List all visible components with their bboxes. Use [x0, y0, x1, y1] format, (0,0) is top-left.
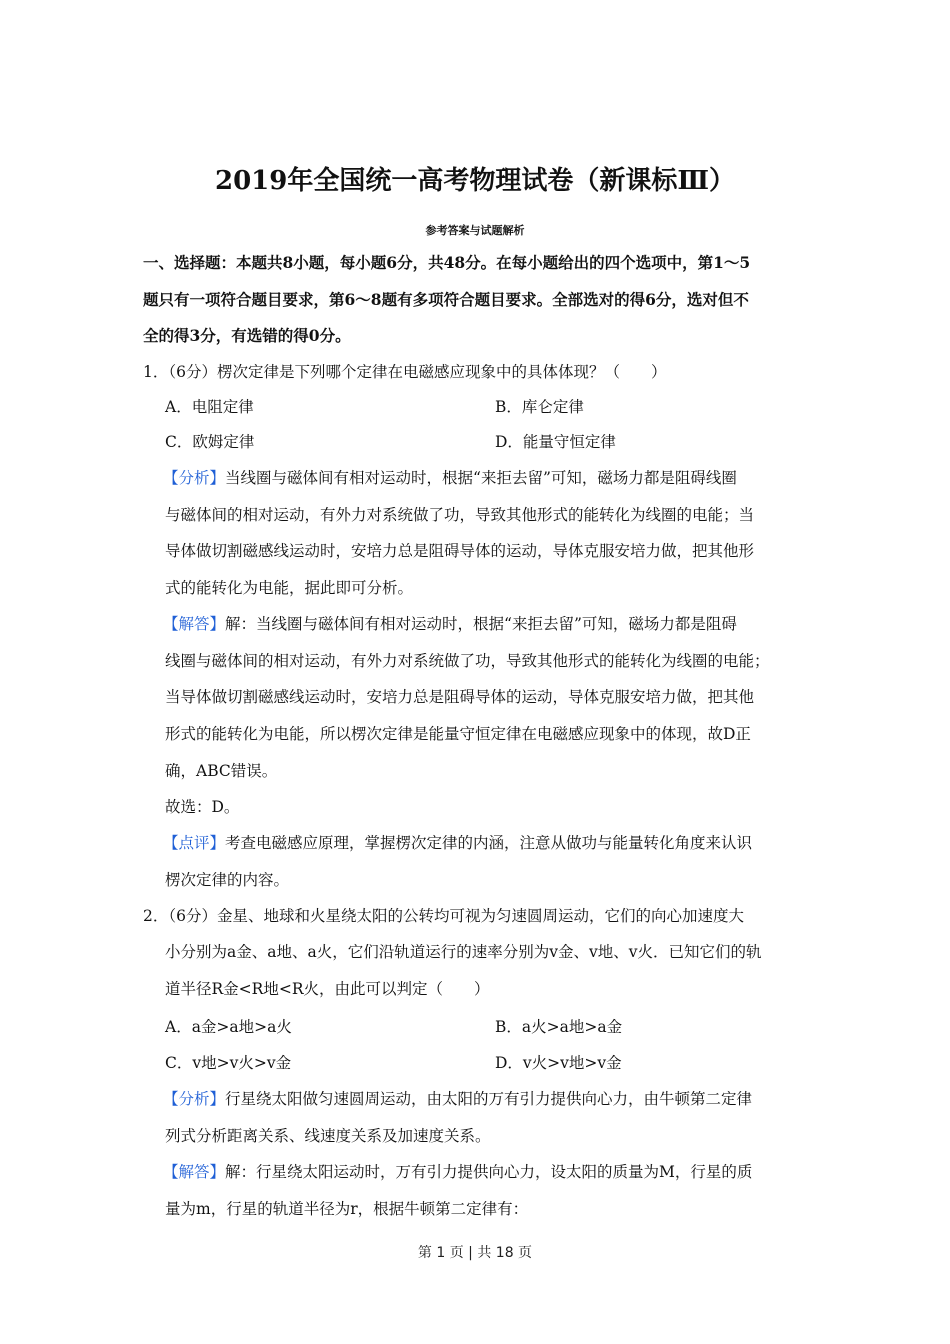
- analysis-label: 【分析】: [163, 1090, 226, 1108]
- q1-comment-line: 楞次定律的内容。: [165, 871, 290, 889]
- q2-option-c: C．v地>v火>v金: [165, 1054, 292, 1072]
- analysis-label: 【分析】: [163, 469, 226, 487]
- q1-answer-line: 当导体做切割磁感线运动时，安培力总是阻碍导体的运动，导体克服安培力做，把其他: [165, 688, 755, 706]
- q1-option-d: D．能量守恒定律: [495, 433, 616, 451]
- q1-answer-line: 【解答】解：当线圈与磁体间有相对运动时，根据“来拒去留”可知，磁场力都是阻碍: [163, 615, 737, 633]
- q1-answer-line: 线圈与磁体间的相对运动，有外力对系统做了功，导致其他形式的能转化为线圈的电能；: [165, 652, 770, 670]
- answer-label: 【解答】: [163, 615, 226, 633]
- comment-label: 【点评】: [163, 834, 226, 852]
- q1-analysis-line: 导体做切割磁感线运动时，安培力总是阻碍导体的运动，导体克服安培力做，把其他形: [165, 542, 755, 560]
- q2-option-b: B．a火>a地>a金: [495, 1018, 623, 1036]
- section-header-line: 一、选择题：本题共8小题，每小题6分，共48分。在每小题给出的四个选项中，第1～5: [143, 253, 751, 272]
- q2-option-a: A．a金>a地>a火: [165, 1018, 292, 1036]
- q1-answer-line: 确，ABC错误。: [165, 762, 278, 780]
- q1-option-a: A．电阻定律: [165, 398, 254, 416]
- q2-analysis-line: 列式分析距离关系、线速度关系及加速度关系。: [165, 1127, 491, 1145]
- q2-stem-line: 2．（6分）金星、地球和火星绕太阳的公转均可视为匀速圆周运动，它们的向心加速度大: [143, 907, 744, 925]
- page-footer: 第 1 页 | 共 18 页: [417, 1245, 533, 1261]
- q1-option-c: C．欧姆定律: [165, 433, 255, 451]
- q2-stem-line: 道半径R金<R地<R火，由此可以判定（ ）: [165, 980, 490, 998]
- q1-choice: 故选：D。: [165, 798, 240, 816]
- q1-stem: 1．（6分）楞次定律是下列哪个定律在电磁感应现象中的具体体现？（ ）: [143, 363, 667, 381]
- page-title: 2019年全国统一高考物理试卷（新课标Ⅲ）: [214, 166, 736, 196]
- q1-analysis-line: 与磁体间的相对运动，有外力对系统做了功，导致其他形式的能转化为线圈的电能；当: [165, 506, 755, 524]
- q1-option-b: B．库仑定律: [495, 398, 584, 416]
- q1-comment-line: 【点评】考查电磁感应原理，掌握楞次定律的内涵，注意从做功与能量转化角度来认识: [163, 834, 753, 852]
- page-subtitle: 参考答案与试题解析: [425, 224, 525, 237]
- q1-analysis-line: 式的能转化为电能，据此即可分析。: [165, 579, 414, 597]
- q2-answer-line: 【解答】解：行星绕太阳运动时，万有引力提供向心力，设太阳的质量为M，行星的质: [163, 1163, 753, 1181]
- answer-label: 【解答】: [163, 1163, 226, 1181]
- q1-analysis-line: 【分析】当线圈与磁体间有相对运动时，根据“来拒去留”可知，磁场力都是阻碍线圈: [163, 469, 737, 487]
- q2-answer-line: 量为m，行星的轨道半径为r，根据牛顿第二定律有：: [165, 1200, 529, 1218]
- q1-answer-line: 形式的能转化为电能，所以楞次定律是能量守恒定律在电磁感应现象中的体现，故D正: [165, 725, 751, 743]
- q2-analysis-line: 【分析】行星绕太阳做匀速圆周运动，由太阳的万有引力提供向心力，由牛顿第二定律: [163, 1090, 753, 1108]
- section-header-line: 题只有一项符合题目要求，第6～8题有多项符合题目要求。全部选对的得6分，选对但不: [143, 290, 749, 309]
- q2-option-d: D．v火>v地>v金: [495, 1054, 622, 1072]
- q2-stem-line: 小分别为a金、a地、a火，它们沿轨道运行的速率分别为v金、v地、v火．已知它们的轨: [165, 943, 762, 961]
- section-header-line: 全的得3分，有选错的得0分。: [143, 326, 351, 345]
